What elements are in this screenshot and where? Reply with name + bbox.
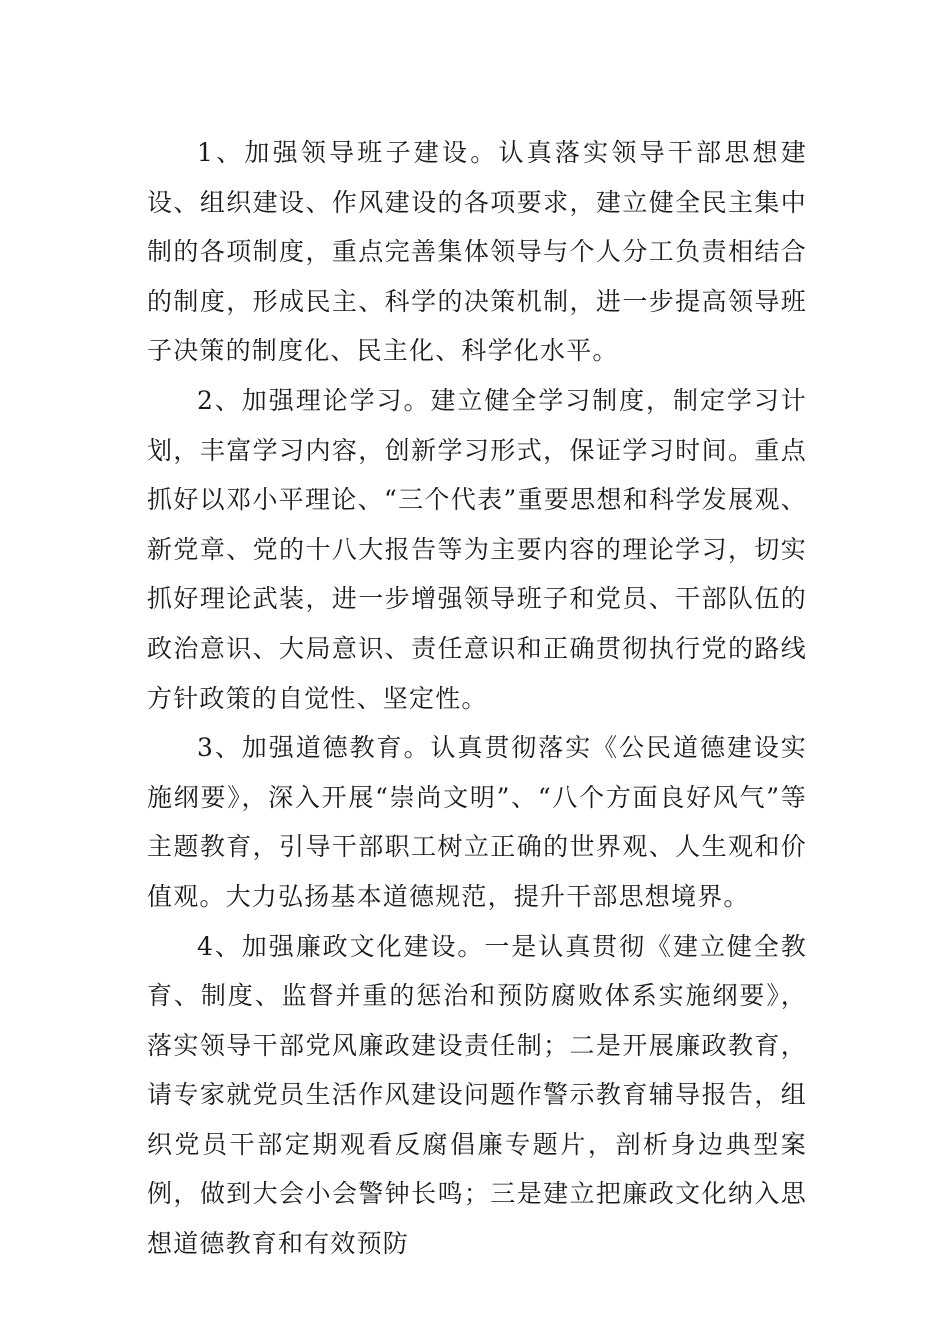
paragraph-4: 4、加强廉政文化建设。一是认真贯彻《建立健全教育、制度、监督并重的惩治和预防腐败体系实施纲要》，落实领导干部党风廉政建设责任制；二是开展廉政教育，请专家就党员生活作风建设问题作警示教育辅导报告，组织党员干部定期观看反腐倡廉专题片，剖析身边典型案例，做到大会小会警钟长鸣；三是建立把廉政文化纳入思想道德教育和有效预防 [147,931,807,1259]
document-body [147,128,807,1269]
paragraph-2: 2、加强理论学习。建立健全学习制度，制定学习计划，丰富学习内容，创新学习形式，保证学习时间。重点抓好以邓小平理论、“三个代表”重要思想和科学发展观、新党章、党的十八大报告等为主要内容的理论学习，切实抓好理论武装，进一步增强领导班子和党员、干部队伍的政治意识、大局意识、责任意识和正确贯彻执行党的路线方针政策的自觉性、坚定性。 [147,385,807,713]
paragraph-3: 3、加强道德教育。认真贯彻落实《公民道德建设实施纲要》，深入开展“崇尚文明”、“八个方面良好风气”等主题教育，引导干部职工树立正确的世界观、人生观和价值观。大力弘扬基本道德规范，提升干部思想境界。 [147,733,807,911]
paragraph-1: 1、加强领导班子建设。认真落实领导干部思想建设、组织建设、作风建设的各项要求，建立健全民主集中制的各项制度，重点完善集体领导与个人分工负责相结合的制度，形成民主、科学的决策机制，进一步提高领导班子决策的制度化、民主化、科学化水平。 [147,138,807,366]
